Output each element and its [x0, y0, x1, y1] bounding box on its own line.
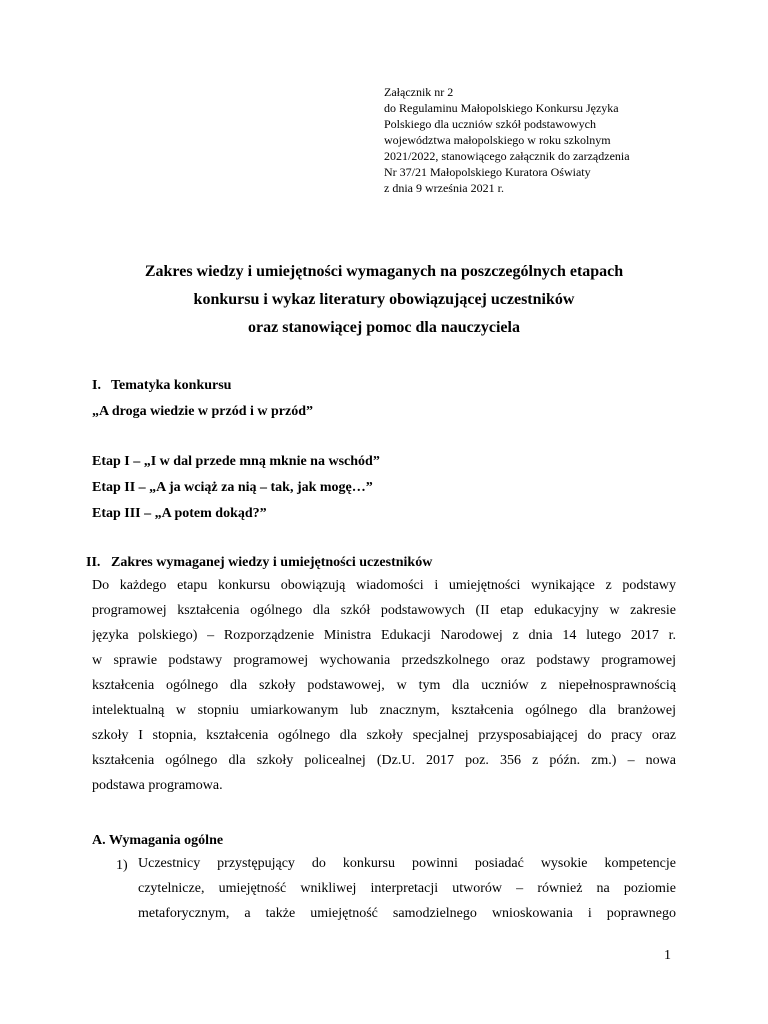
- paragraph-line: podstawa programowa.: [92, 778, 223, 793]
- annex-note: [384, 84, 684, 196]
- paragraph-line: szkoły I stopnia, kształcenia ogólnego dla szkoły specjalnej przysposabiającej do pracy oraz: [92, 728, 676, 743]
- title-line: konkursu i wykaz literatury obowiązującej uczestników: [193, 291, 575, 308]
- paragraph-line: kształcenia ogólnego dla szkoły podstawowej, w tym dla uczniów z niepełnosprawnością: [92, 678, 676, 693]
- stage-2: Etap II – „A ja wciąż za nią – tak, jak mogę…”: [92, 480, 373, 495]
- stage-1: Etap I – „I w dal przede mną mknie na wschód”: [92, 454, 380, 469]
- annex-line: z dnia 9 września 2021 r.: [384, 181, 504, 195]
- annex-line: 2021/2022, stanowiącego załącznik do zarządzenia: [384, 149, 630, 163]
- annex-line: województwa małopolskiego w roku szkolnym: [384, 133, 611, 147]
- annex-line: do Regulaminu Małopolskiego Konkursu Języka: [384, 101, 619, 115]
- page-number: 1: [664, 948, 671, 963]
- stage-3: Etap III – „A potem dokąd?”: [92, 506, 267, 521]
- section2-number: II.: [86, 555, 101, 570]
- annex-line: Polskiego dla uczniów szkół podstawowych: [384, 117, 596, 131]
- section1-heading: Tematyka konkursu: [111, 378, 232, 393]
- paragraph-line: kształcenia ogólnego dla szkoły policealnej (Dz.U. 2017 poz. 356 z późn. zm.) – nowa: [92, 753, 676, 768]
- list-item: [138, 851, 676, 926]
- section1-number: I.: [92, 378, 101, 393]
- paragraph-line: programowej kształcenia ogólnego dla szkół podstawowych (II etap edukacyjny w zakresie: [92, 603, 676, 618]
- document-title: [0, 258, 768, 342]
- section2-heading: Zakres wymaganej wiedzy i umiejętności uczestników: [111, 555, 433, 570]
- paragraph-line: Do każdego etapu konkursu obowiązują wiadomości i umiejętności wynikające z podstawy: [92, 578, 676, 593]
- title-line: oraz stanowiącej pomoc dla nauczyciela: [248, 319, 520, 336]
- paragraph-line: intelektualną w stopniu umiarkowanym lub znacznym, kształcenia ogólnego dla branżowej: [92, 703, 676, 718]
- list-item-number: 1): [116, 858, 128, 873]
- annex-line: Nr 37/21 Małopolskiego Kuratora Oświaty: [384, 165, 591, 179]
- paragraph-line: w sprawie podstawy programowej wychowania przedszkolnego oraz podstawy programowej: [92, 653, 676, 668]
- subsection-a-heading: A. Wymagania ogólne: [92, 833, 224, 848]
- section1-theme: „A droga wiedzie w przód i w przód”: [92, 404, 314, 419]
- annex-line: Załącznik nr 2: [384, 85, 454, 99]
- section2-paragraph: [92, 573, 676, 798]
- list-item-line: Uczestnicy przystępujący do konkursu powinni posiadać wysokie kompetencje: [138, 856, 676, 871]
- paragraph-line: języka polskiego) – Rozporządzenie Ministra Edukacji Narodowej z dnia 14 lutego 2017 r.: [92, 628, 676, 643]
- list-item-line: metaforycznym, a także umiejętność samodzielnego wnioskowania i poprawnego: [138, 906, 676, 921]
- title-line: Zakres wiedzy i umiejętności wymaganych na poszczególnych etapach: [144, 263, 624, 280]
- list-item-line: czytelnicze, umiejętność wnikliwej interpretacji utworów – również na poziomie: [138, 881, 676, 896]
